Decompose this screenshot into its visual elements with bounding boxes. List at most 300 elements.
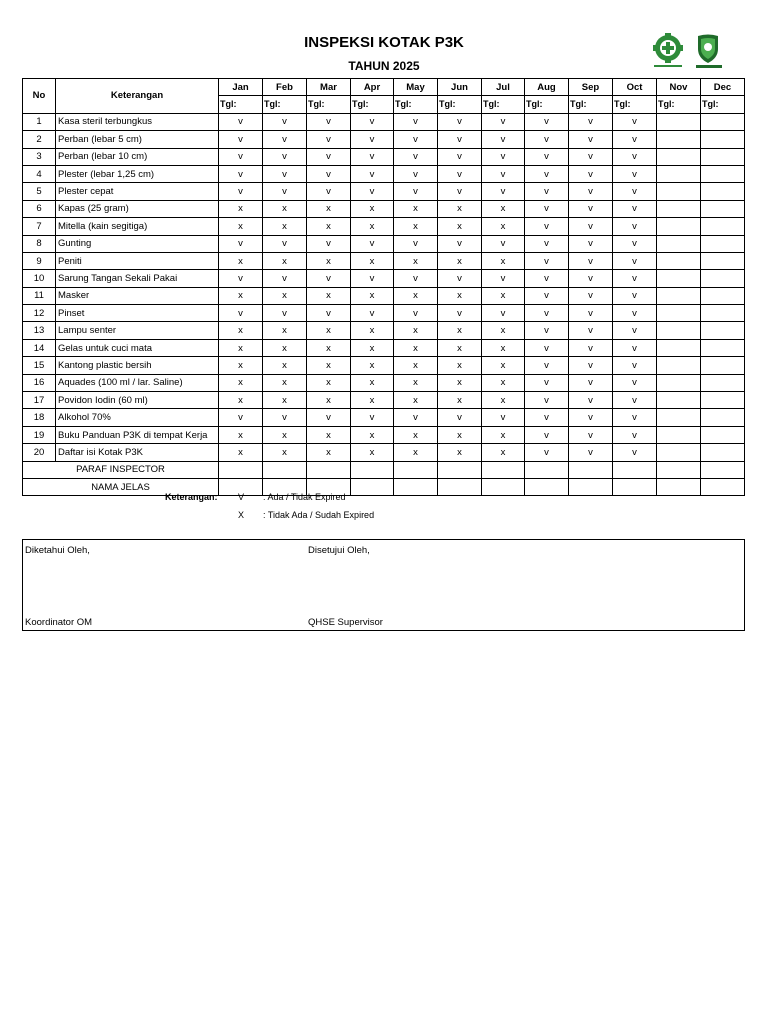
row-number: 10 [23, 270, 56, 287]
item-name: Mitella (kain segitiga) [56, 218, 219, 235]
item-name: Plester (lebar 1,25 cm) [56, 165, 219, 182]
status-mark [657, 183, 701, 200]
signature-cell [482, 461, 525, 478]
status-mark: v [525, 305, 569, 322]
column-header-keterangan: Keterangan [56, 79, 219, 114]
signature-cell [525, 461, 569, 478]
status-mark [657, 113, 701, 130]
status-mark: v [525, 200, 569, 217]
status-mark: v [351, 131, 394, 148]
status-mark [701, 357, 745, 374]
status-mark: x [394, 339, 438, 356]
role-coordinator-om: Koordinator OM [25, 617, 93, 628]
status-mark: x [263, 287, 307, 304]
status-mark: v [569, 165, 613, 182]
status-mark: v [613, 131, 657, 148]
column-header-month: May [394, 79, 438, 96]
item-name: Gelas untuk cuci mata [56, 339, 219, 356]
status-mark: v [438, 131, 482, 148]
status-mark: v [307, 235, 351, 252]
status-mark: v [525, 374, 569, 391]
status-mark: x [307, 287, 351, 304]
status-mark: x [482, 339, 525, 356]
status-mark [701, 409, 745, 426]
signature-cell [569, 461, 613, 478]
status-mark: v [525, 409, 569, 426]
status-mark: x [219, 357, 263, 374]
status-mark: x [219, 426, 263, 443]
status-mark: v [394, 183, 438, 200]
table-row [23, 113, 745, 130]
status-mark: v [569, 426, 613, 443]
status-mark: v [438, 409, 482, 426]
status-mark: x [351, 374, 394, 391]
status-mark: v [482, 165, 525, 182]
status-mark: v [613, 183, 657, 200]
status-mark: v [569, 357, 613, 374]
status-mark: x [263, 200, 307, 217]
status-mark [657, 357, 701, 374]
status-mark: x [307, 322, 351, 339]
signature-cell [307, 461, 351, 478]
date-cell: Tgl: [219, 96, 263, 113]
status-mark: x [351, 252, 394, 269]
status-mark: v [307, 183, 351, 200]
item-name: Buku Panduan P3K di tempat Kerja [56, 426, 219, 443]
role-qhse-supervisor: QHSE Supervisor [308, 617, 383, 628]
column-header-month: Mar [307, 79, 351, 96]
status-mark: v [613, 392, 657, 409]
status-mark: x [263, 357, 307, 374]
status-mark: v [569, 322, 613, 339]
table-row [23, 183, 745, 200]
status-mark: x [351, 444, 394, 461]
status-mark: v [263, 148, 307, 165]
status-mark: v [219, 305, 263, 322]
status-mark: x [307, 357, 351, 374]
column-header-month: Nov [657, 79, 701, 96]
status-mark: x [482, 444, 525, 461]
status-mark: x [438, 444, 482, 461]
status-mark: x [438, 357, 482, 374]
item-name: Lampu senter [56, 322, 219, 339]
row-number: 19 [23, 426, 56, 443]
row-number: 17 [23, 392, 56, 409]
item-name: Kasa steril terbungkus [56, 113, 219, 130]
status-mark: v [351, 113, 394, 130]
status-mark: v [525, 339, 569, 356]
row-number: 6 [23, 200, 56, 217]
status-mark: v [438, 235, 482, 252]
signature-cell [701, 478, 745, 495]
nama-jelas-row [23, 478, 745, 495]
date-cell: Tgl: [657, 96, 701, 113]
status-mark: x [482, 374, 525, 391]
row-number: 2 [23, 131, 56, 148]
item-name: Aquades (100 ml / lar. Saline) [56, 374, 219, 391]
status-mark: x [219, 252, 263, 269]
status-mark [657, 374, 701, 391]
date-cell: Tgl: [394, 96, 438, 113]
status-mark [701, 113, 745, 130]
status-mark: x [351, 200, 394, 217]
status-mark [657, 409, 701, 426]
status-mark: v [569, 339, 613, 356]
status-mark: x [219, 444, 263, 461]
status-mark: v [394, 409, 438, 426]
date-cell: Tgl: [438, 96, 482, 113]
signature-cell [351, 461, 394, 478]
status-mark: x [438, 426, 482, 443]
column-header-month: Oct [613, 79, 657, 96]
status-mark: v [525, 322, 569, 339]
status-mark: x [307, 339, 351, 356]
row-number: 8 [23, 235, 56, 252]
item-name: Kantong plastic bersih [56, 357, 219, 374]
status-mark: v [219, 270, 263, 287]
column-header-month: Apr [351, 79, 394, 96]
status-mark: v [569, 113, 613, 130]
status-mark: x [394, 322, 438, 339]
status-mark: v [394, 270, 438, 287]
item-name: Perban (lebar 5 cm) [56, 131, 219, 148]
status-mark: x [351, 287, 394, 304]
status-mark: x [307, 218, 351, 235]
status-mark: v [613, 218, 657, 235]
status-mark: v [219, 183, 263, 200]
status-mark: x [219, 339, 263, 356]
status-mark: v [307, 305, 351, 322]
status-mark: x [263, 374, 307, 391]
date-cell: Tgl: [525, 96, 569, 113]
status-mark: v [525, 235, 569, 252]
item-name: Daftar isi Kotak P3K [56, 444, 219, 461]
status-mark: v [482, 270, 525, 287]
status-mark: v [394, 113, 438, 130]
status-mark [701, 200, 745, 217]
table-row [23, 322, 745, 339]
status-mark: x [394, 444, 438, 461]
status-mark: v [351, 409, 394, 426]
status-mark: v [613, 374, 657, 391]
status-mark: v [438, 113, 482, 130]
signature-cell [613, 478, 657, 495]
column-header-no: No [23, 79, 56, 114]
status-mark: v [525, 392, 569, 409]
table-row [23, 305, 745, 322]
status-mark: x [263, 322, 307, 339]
status-mark [657, 200, 701, 217]
legend-desc-x: : Tidak Ada / Sudah Expired [263, 510, 375, 520]
signature-cell [219, 461, 263, 478]
signature-cell [351, 478, 394, 495]
status-mark [701, 339, 745, 356]
status-mark: x [263, 426, 307, 443]
status-mark: v [569, 270, 613, 287]
signature-cell [657, 461, 701, 478]
table-row [23, 200, 745, 217]
status-mark [701, 148, 745, 165]
status-mark: v [525, 183, 569, 200]
column-header-month: Aug [525, 79, 569, 96]
row-number: 3 [23, 148, 56, 165]
status-mark [657, 165, 701, 182]
status-mark: x [394, 426, 438, 443]
date-cell: Tgl: [613, 96, 657, 113]
status-mark: x [394, 392, 438, 409]
status-mark: v [438, 305, 482, 322]
status-mark: x [351, 322, 394, 339]
legend-desc-v: : Ada / Tidak Expired [263, 492, 346, 502]
signature-cell [394, 461, 438, 478]
legend-symbol-v: V [238, 492, 245, 502]
status-mark: v [525, 165, 569, 182]
status-mark [701, 305, 745, 322]
status-mark: v [482, 148, 525, 165]
status-mark: v [613, 409, 657, 426]
table-row [23, 426, 745, 443]
status-mark: x [307, 426, 351, 443]
status-mark: x [438, 252, 482, 269]
status-mark: v [351, 183, 394, 200]
status-mark: v [569, 287, 613, 304]
status-mark [701, 252, 745, 269]
status-mark: v [569, 444, 613, 461]
status-mark: v [613, 270, 657, 287]
status-mark: v [482, 235, 525, 252]
status-mark [701, 392, 745, 409]
status-mark: v [569, 183, 613, 200]
signature-cell [657, 478, 701, 495]
status-mark: x [307, 392, 351, 409]
status-mark: v [307, 131, 351, 148]
status-mark [701, 444, 745, 461]
status-mark: v [394, 305, 438, 322]
column-header-month: Jun [438, 79, 482, 96]
status-mark: x [394, 252, 438, 269]
status-mark: x [394, 218, 438, 235]
status-mark: v [263, 409, 307, 426]
status-mark: v [263, 270, 307, 287]
status-mark: x [482, 426, 525, 443]
status-mark: x [438, 339, 482, 356]
table-row [23, 270, 745, 287]
status-mark: v [394, 148, 438, 165]
status-mark: v [263, 113, 307, 130]
status-mark: v [482, 409, 525, 426]
row-number: 16 [23, 374, 56, 391]
status-mark: v [482, 183, 525, 200]
status-mark: v [613, 305, 657, 322]
status-mark: x [351, 218, 394, 235]
status-mark: v [569, 305, 613, 322]
signature-cell [438, 461, 482, 478]
status-mark: x [438, 200, 482, 217]
status-mark: v [569, 392, 613, 409]
item-name: Perban (lebar 10 cm) [56, 148, 219, 165]
status-mark: x [482, 200, 525, 217]
status-mark [657, 131, 701, 148]
status-mark: v [525, 252, 569, 269]
status-mark: v [569, 235, 613, 252]
row-number: 5 [23, 183, 56, 200]
status-mark: x [263, 252, 307, 269]
item-name: Povidon Iodin (60 ml) [56, 392, 219, 409]
status-mark [657, 305, 701, 322]
status-mark: v [351, 165, 394, 182]
status-mark: v [219, 165, 263, 182]
column-header-month: Feb [263, 79, 307, 96]
status-mark: v [438, 270, 482, 287]
status-mark: v [351, 148, 394, 165]
row-number: 1 [23, 113, 56, 130]
item-name: Gunting [56, 235, 219, 252]
status-mark: x [263, 339, 307, 356]
status-mark: x [438, 322, 482, 339]
status-mark: x [438, 287, 482, 304]
status-mark: x [438, 218, 482, 235]
status-mark: v [438, 183, 482, 200]
item-name: Kapas (25 gram) [56, 200, 219, 217]
status-mark: v [438, 148, 482, 165]
status-mark: v [482, 305, 525, 322]
status-mark: x [307, 200, 351, 217]
status-mark: x [394, 374, 438, 391]
table-row [23, 392, 745, 409]
item-name: Pinset [56, 305, 219, 322]
status-mark: v [613, 322, 657, 339]
status-mark: v [307, 165, 351, 182]
k3-gear-cross-logo [653, 33, 683, 67]
status-mark: x [219, 374, 263, 391]
signature-cell [394, 478, 438, 495]
date-cell: Tgl: [569, 96, 613, 113]
status-mark [657, 392, 701, 409]
nama-jelas-label: NAMA JELAS [23, 478, 219, 495]
status-mark [701, 183, 745, 200]
status-mark: x [438, 374, 482, 391]
status-mark: v [438, 165, 482, 182]
status-mark: x [307, 252, 351, 269]
status-mark: v [525, 287, 569, 304]
status-mark: v [569, 374, 613, 391]
status-mark: v [613, 200, 657, 217]
item-name: Plester cepat [56, 183, 219, 200]
table-row [23, 339, 745, 356]
signature-cell [263, 461, 307, 478]
table-row [23, 409, 745, 426]
date-cell: Tgl: [263, 96, 307, 113]
status-mark [701, 165, 745, 182]
row-number: 9 [23, 252, 56, 269]
table-row [23, 148, 745, 165]
status-mark: v [307, 148, 351, 165]
status-mark: v [613, 444, 657, 461]
status-mark: v [525, 113, 569, 130]
status-mark: v [569, 148, 613, 165]
status-mark: x [263, 444, 307, 461]
signature-cell [613, 461, 657, 478]
status-mark [657, 252, 701, 269]
status-mark [701, 131, 745, 148]
status-mark: v [613, 357, 657, 374]
status-mark: x [263, 392, 307, 409]
page-title: INSPEKSI KOTAK P3K [304, 34, 464, 51]
row-number: 14 [23, 339, 56, 356]
status-mark: v [263, 235, 307, 252]
status-mark: x [219, 287, 263, 304]
table-row [23, 374, 745, 391]
status-mark: v [351, 270, 394, 287]
status-mark: x [219, 200, 263, 217]
row-number: 12 [23, 305, 56, 322]
row-number: 18 [23, 409, 56, 426]
status-mark: x [263, 218, 307, 235]
status-mark [657, 270, 701, 287]
date-cell: Tgl: [351, 96, 394, 113]
row-number: 4 [23, 165, 56, 182]
signature-cell [482, 478, 525, 495]
status-mark [657, 148, 701, 165]
status-mark [657, 322, 701, 339]
table-row [23, 252, 745, 269]
inspection-table [22, 78, 745, 496]
status-mark: x [482, 287, 525, 304]
table-row [23, 444, 745, 461]
status-mark: v [525, 148, 569, 165]
status-mark [701, 235, 745, 252]
row-number: 15 [23, 357, 56, 374]
date-cell: Tgl: [701, 96, 745, 113]
status-mark: v [307, 113, 351, 130]
status-mark: x [307, 374, 351, 391]
item-name: Alkohol 70% [56, 409, 219, 426]
row-number: 11 [23, 287, 56, 304]
status-mark: v [219, 113, 263, 130]
status-mark: v [613, 148, 657, 165]
status-mark: x [482, 218, 525, 235]
status-mark [657, 444, 701, 461]
safety-shield-logo [696, 35, 722, 69]
status-mark: v [351, 305, 394, 322]
item-name: Masker [56, 287, 219, 304]
status-mark: v [263, 165, 307, 182]
status-mark: x [394, 287, 438, 304]
legend-symbol-x: X [238, 510, 245, 520]
status-mark: x [219, 392, 263, 409]
status-mark: v [569, 131, 613, 148]
status-mark: v [482, 113, 525, 130]
item-name: Sarung Tangan Sekali Pakai [56, 270, 219, 287]
status-mark: v [569, 409, 613, 426]
status-mark: v [394, 165, 438, 182]
status-mark [701, 426, 745, 443]
row-number: 13 [23, 322, 56, 339]
status-mark: v [525, 270, 569, 287]
status-mark: v [219, 131, 263, 148]
page-subtitle: TAHUN 2025 [348, 59, 420, 73]
paraf-inspector-row [23, 461, 745, 478]
status-mark: x [394, 357, 438, 374]
status-mark: v [351, 235, 394, 252]
status-mark: v [307, 270, 351, 287]
status-mark: x [482, 322, 525, 339]
approved-by-label: Disetujui Oleh, [308, 545, 370, 556]
table-row [23, 287, 745, 304]
status-mark: x [482, 252, 525, 269]
status-mark [701, 322, 745, 339]
signature-cell [569, 478, 613, 495]
